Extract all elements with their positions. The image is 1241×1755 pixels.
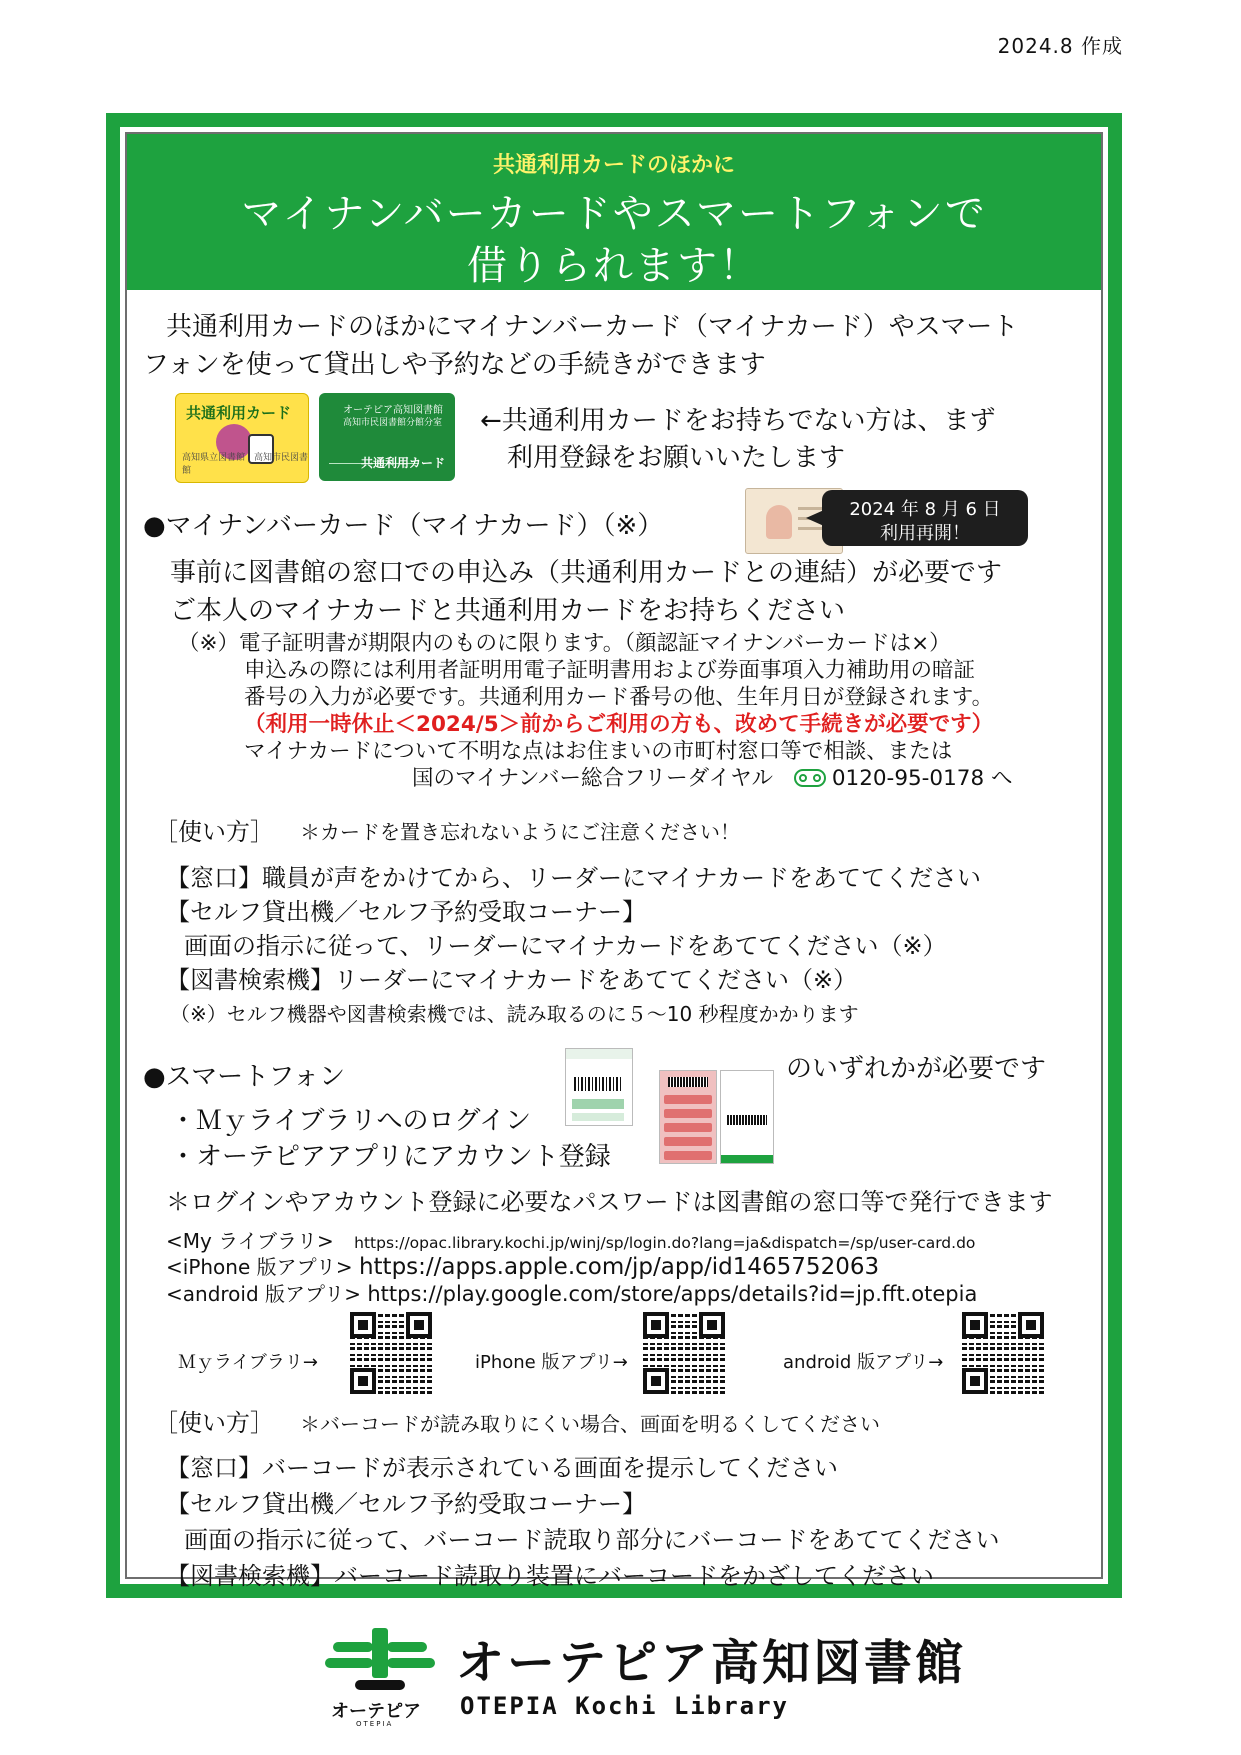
usage1-counter: 【窓口】職員が声をかけてから、リーダーにマイナカードをあててください [166,864,982,892]
barcode-icon [727,1115,767,1125]
link1-url[interactable]: https://opac.library.kochi.jp/winj/sp/login.do?lang=ja&dispatch=/sp/user-card.do [354,1234,976,1252]
yellow-card-footer: 高知県立図書館 高知市民図書館 [182,453,309,476]
green-card-header: オーテピア高知図書館 [343,405,443,416]
document-date: 2024.8 作成 [997,34,1123,58]
app-barcode-screen-image [720,1070,774,1164]
menu-row [664,1095,712,1104]
library-name: オーテピア高知図書館 [456,1635,967,1691]
bubble-text: 利用再開！ [880,523,970,544]
link1-row [166,1225,975,1254]
qr1-label: Ｍｙライブラリ→ [178,1352,319,1373]
link2-label: <iPhone 版アプリ> [166,1255,353,1279]
screen-button [572,1113,624,1121]
mynumber-note5 [412,761,1012,792]
card-note-line2: 利用登録をお願いいたします [507,443,846,473]
logo-mark-text: オーテピア [331,1701,421,1722]
smartphone-password-note: ＊ログインやアカウント登録に必要なパスワードは図書館の窓口等で発行できます [166,1188,1053,1216]
screen-footer [721,1155,773,1163]
logo-mark-subtext: OTEPIA [356,1720,394,1728]
library-name-en: OTEPIA Kochi Library [460,1692,789,1720]
qr-finder [643,1312,669,1338]
book-base [355,1680,405,1690]
green-card-title: 共通利用カード [360,456,445,470]
library-logo [0,1602,1241,1742]
usage2-self-title: 【セルフ貸出機／セルフ予約受取コーナー】 [166,1490,646,1518]
barcode-icon [668,1077,708,1087]
mynumber-note4: マイナカードについて不明な点はお住まいの市町村窓口等で相談、または [244,739,953,764]
green-card-sub: 高知市民図書館分館分室 [343,418,443,428]
barcode-icon [574,1077,622,1091]
header-title-line1: マイナンバーカードやスマートフォンで [241,191,987,237]
bubble-date: 2024 年 8 月 6 日 [849,499,1001,520]
leaf-bar [387,1642,427,1652]
smartphone-either: のいずれかが必要です [786,1054,1047,1084]
link3-label: <android 版アプリ> [166,1282,361,1306]
qr-finder [962,1368,988,1394]
usage1-search: 【図書検索機】リーダーにマイナカードをあててください（※） [166,966,858,994]
menu-row [664,1109,712,1118]
qr3-label: android 版アプリ→ [783,1352,944,1373]
qr-finder [699,1312,725,1338]
qr-finder [350,1368,376,1394]
mynumber-requirement1: 事前に図書館の窓口での申込み（共通利用カードとの連結）が必要です [170,558,1003,588]
freedial-label: 国のマイナンバー総合フリーダイヤル [412,766,773,791]
screen-button [572,1099,624,1109]
header-banner [127,134,1101,290]
usage1-self-text: 画面の指示に従って、リーダーにマイナカードをあててください（※） [184,932,947,960]
mynumber-warning: （利用一時休止＜2024/5＞前からご利用の方も、改めて手続きが必要です） [244,712,994,737]
mynumber-requirement2: ご本人のマイナカードと共通利用カードをお持ちください [170,596,845,626]
smartphone-option1: ・Ｍｙライブラリへのログイン [170,1106,532,1136]
menu-row [664,1151,712,1160]
common-card-yellow-image [175,393,309,483]
yellow-card-title: 共通利用カード [186,404,292,422]
link3-url[interactable]: https://play.google.com/store/apps/details?id=jp.fft.otepia [367,1282,978,1306]
card-note-line1: ←共通利用カードをお持ちでない方は、まず [480,406,996,436]
app-menu-screen-image [659,1070,717,1164]
leaf-bar [333,1642,373,1652]
intro-line2: フォンを使って貸出しや予約などの手続きができます [143,350,766,380]
mynumber-note2: 申込みの際には利用者証明用電子証明書用および券面事項入力補助用の暗証 [244,658,976,683]
qr-finder [1018,1312,1044,1338]
usage2-caution: ＊バーコードが読み取りにくい場合、画面を明るくしてください [300,1412,880,1436]
intro-line1: 共通利用カードのほかにマイナンバーカード（マイナカード）やスマート [166,312,1019,342]
header-subtitle: 共通利用カードのほかに [492,153,735,178]
leaf-bar [325,1658,373,1668]
link3-row [166,1278,977,1307]
mynumber-note1: （※）電子証明書が期限内のものに限ります。（顔認証マイナンバーカードは×） [178,631,951,656]
usage1-title: ［使い方］ [154,818,274,846]
leaf-stem [372,1628,388,1678]
qr-finder [406,1312,432,1338]
usage1-caution: ＊カードを置き忘れないようにご注意ください！ [300,820,740,844]
resume-bubble [822,490,1028,546]
menu-row [664,1137,712,1146]
usage2-search: 【図書検索機】バーコード読取り装置にバーコードをかざしてください [166,1562,934,1590]
android-app-qr-code[interactable] [962,1312,1044,1394]
leaf-bar [387,1658,435,1668]
menu-row [664,1123,712,1132]
qr-finder [350,1312,376,1338]
usage2-self-text: 画面の指示に従って、バーコード読取り部分にバーコードをあててください [184,1526,1000,1554]
usage2-title: ［使い方］ [154,1409,274,1437]
mylibrary-qr-code[interactable] [350,1312,432,1394]
id-photo-icon [766,505,792,539]
usage1-note: （※）セルフ機器や図書検索機では、読み取るのに５～10 秒程度かかります [170,1002,859,1026]
smartphone-option2: ・オーテピアアプリにアカウント登録 [170,1142,611,1172]
header-title-line2: 借りられます！ [467,243,761,289]
iphone-app-qr-code[interactable] [643,1312,725,1394]
mynumber-note3: 番号の入力が必要です。共通利用カード番号の他、生年月日が登録されます。 [244,685,994,710]
freedial-number: 0120-95-0178 へ [831,766,1013,791]
screen-header [566,1049,632,1059]
freedial-icon [794,769,826,787]
common-card-green-image [319,393,455,481]
mynumber-heading: ●マイナンバーカード（マイナカード）（※） [143,511,664,541]
smartphone-heading: ●スマートフォン [143,1062,346,1092]
link2-url[interactable]: https://apps.apple.com/jp/app/id1465752063 [358,1254,880,1280]
qr-finder [643,1368,669,1394]
mylibrary-screen-image [565,1048,633,1126]
qr-finder [962,1312,988,1338]
qr2-label: iPhone 版アプリ→ [475,1352,628,1373]
usage1-self-title: 【セルフ貸出機／セルフ予約受取コーナー】 [166,898,646,926]
usage2-counter: 【窓口】バーコードが表示されている画面を提示してください [166,1454,838,1482]
link1-label: <My ライブラリ> [166,1229,334,1253]
link2-row [166,1251,879,1280]
